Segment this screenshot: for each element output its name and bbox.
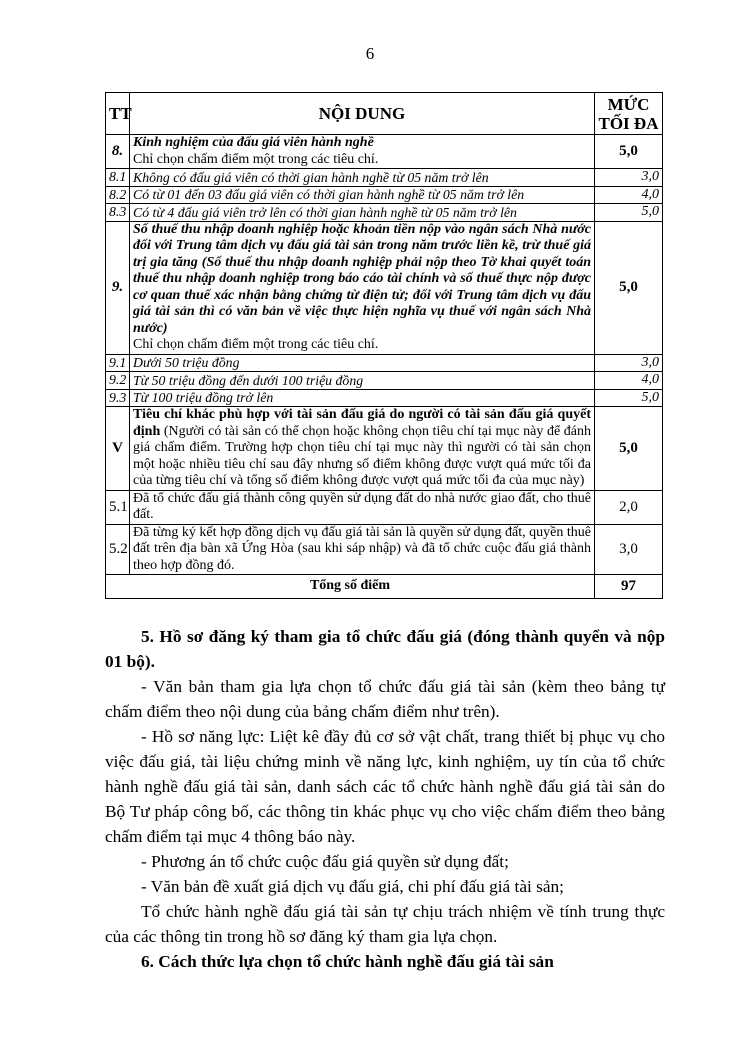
section-index: 9. bbox=[106, 221, 130, 354]
row-text: Đã tổ chức đấu giá thành công quyền sử dụng đất do nhà nước giao đất, cho thuê đất. bbox=[130, 490, 595, 524]
row-text: Có từ 01 đến 03 đấu giá viên có thời gian hành nghề từ 05 năm trở lên bbox=[130, 186, 595, 204]
section-title: Kinh nghiệm của đấu giá viên hành nghề bbox=[133, 135, 374, 150]
table-row bbox=[106, 372, 663, 390]
section-content bbox=[130, 221, 595, 354]
row-index: 8.2 bbox=[106, 186, 130, 204]
row-text: Từ 50 triệu đồng đến dưới 100 triệu đồng bbox=[130, 372, 595, 390]
heading-section-5: 5. Hồ sơ đăng ký tham gia tổ chức đấu giá (đóng thành quyển và nộp 01 bộ). bbox=[105, 627, 665, 671]
header-tt: TT bbox=[106, 93, 130, 135]
row-index: 9.2 bbox=[106, 372, 130, 390]
row-score: 3,0 bbox=[595, 524, 663, 575]
section-score: 5,0 bbox=[595, 221, 663, 354]
row-index: 9.3 bbox=[106, 389, 130, 407]
row-index: 5.2 bbox=[106, 524, 130, 575]
row-index: 8.1 bbox=[106, 169, 130, 187]
section-content bbox=[130, 135, 595, 169]
row-text: Đã từng ký kết hợp đồng dịch vụ đấu giá tài sản là quyền sử dụng đất, quyền thuê đất trên địa bàn xã Ứng Hòa (sau khi sáp nhập) và đã tổ chức cuộc đấu giá thành theo hợp đồng đó. bbox=[130, 524, 595, 575]
total-row bbox=[106, 575, 663, 599]
section-index: 8. bbox=[106, 135, 130, 169]
row-index: 8.3 bbox=[106, 204, 130, 222]
section-content bbox=[130, 407, 595, 491]
total-label: Tổng số điểm bbox=[106, 575, 595, 599]
table-row bbox=[106, 354, 663, 372]
section-score: 5,0 bbox=[595, 135, 663, 169]
section-index: V bbox=[106, 407, 130, 491]
section-note: Chỉ chọn chấm điểm một trong các tiêu chí. bbox=[133, 151, 379, 167]
row-score: 3,0 bbox=[595, 354, 663, 372]
row-text: Từ 100 triệu đồng trở lên bbox=[130, 389, 595, 407]
row-text: Có từ 4 đấu giá viên trở lên có thời gian hành nghề từ 05 năm trở lên bbox=[130, 204, 595, 222]
paragraph: - Văn bản đề xuất giá dịch vụ đấu giá, chi phí đấu giá tài sản; bbox=[141, 877, 564, 896]
heading-section-6: 6. Cách thức lựa chọn tổ chức hành nghề đấu giá tài sản bbox=[141, 952, 554, 971]
table-header-row bbox=[106, 93, 663, 135]
row-score: 5,0 bbox=[595, 389, 663, 407]
paragraph: - Hồ sơ năng lực: Liệt kê đầy đủ cơ sở vật chất, trang thiết bị phục vụ cho việc đấu giá, tài liệu chứng minh về năng lực, kinh nghiệm, uy tín của tổ chức hành nghề đấu giá tài sản, danh sách các tổ chức hành nghề đấu giá tài sản do Bộ Tư pháp công bố, các thông tin khác phục vụ cho việc chấm điểm theo bảng chấm điểm tại mục 4 thông báo này. bbox=[105, 727, 665, 846]
table-row bbox=[106, 204, 663, 222]
row-index: 9.1 bbox=[106, 354, 130, 372]
section-9-row bbox=[106, 221, 663, 354]
section-v-row bbox=[106, 407, 663, 491]
paragraph: - Văn bản tham gia lựa chọn tổ chức đấu giá tài sản (kèm theo bảng tự chấm điểm theo nội dung của bảng chấm điểm như trên). bbox=[105, 677, 665, 721]
section-title: Số thuế thu nhập doanh nghiệp hoặc khoản tiền nộp vào ngân sách Nhà nước đối với Trung tâm dịch vụ đấu giá tài sản trong năm trước liền kề, trừ thuế giá trị gia tăng (Số thuế thu nhập doanh nghiệp phải nộp theo Tờ khai quyết toán thuế thu nhập doanh nghiệp trong báo cáo tài chính và số thuế thực nộp được cơ quan thuế xác nhận bằng chứng từ điện tử; đối với Trung tâm dịch vụ đấu giá tài sản thì có văn bản về việc thực hiện nghĩa vụ thuế với ngân sách Nhà nước) bbox=[133, 221, 591, 336]
header-max-score: MỨC TỐI ĐA bbox=[595, 93, 663, 135]
section-description: (Người có tài sản có thể chọn hoặc không chọn tiêu chí tại mục này để đánh giá chấm điểm. Trường hợp chọn tiêu chí tại mục này thì người có tài sản chọn một hoặc nhiều tiêu chí sau đây nhưng số điểm không được vượt quá mức tối đa của từng tiêu chí và tổng số điểm không được vượt quá mức tối đa của mục này) bbox=[133, 423, 591, 488]
section-score: 5,0 bbox=[595, 407, 663, 491]
section-8-row bbox=[106, 135, 663, 169]
row-score: 3,0 bbox=[595, 169, 663, 187]
body-text bbox=[105, 624, 665, 974]
row-score: 4,0 bbox=[595, 186, 663, 204]
table-row bbox=[106, 524, 663, 575]
row-score: 2,0 bbox=[595, 490, 663, 524]
row-score: 5,0 bbox=[595, 204, 663, 222]
table-row bbox=[106, 169, 663, 187]
section-title: Tiêu chí khác phù hợp với tài sản đấu giá do người có tài sản đấu giá quyết định bbox=[133, 407, 591, 439]
paragraph: Tổ chức hành nghề đấu giá tài sản tự chịu trách nhiệm về tính trung thực của các thông tin trong hồ sơ đăng ký tham gia lựa chọn. bbox=[105, 902, 665, 946]
table-row bbox=[106, 186, 663, 204]
section-note: Chỉ chọn chấm điểm một trong các tiêu chí. bbox=[133, 337, 379, 352]
row-text: Dưới 50 triệu đồng bbox=[130, 354, 595, 372]
table-row bbox=[106, 389, 663, 407]
page-number: 6 bbox=[365, 44, 375, 63]
table-row bbox=[106, 490, 663, 524]
paragraph: - Phương án tổ chức cuộc đấu giá quyền sử dụng đất; bbox=[141, 852, 509, 871]
header-content: NỘI DUNG bbox=[130, 93, 595, 135]
row-index: 5.1 bbox=[106, 490, 130, 524]
row-text: Không có đấu giá viên có thời gian hành nghề từ 05 năm trở lên bbox=[130, 169, 595, 187]
row-score: 4,0 bbox=[595, 372, 663, 390]
scoring-table bbox=[105, 92, 663, 599]
total-value: 97 bbox=[595, 575, 663, 599]
